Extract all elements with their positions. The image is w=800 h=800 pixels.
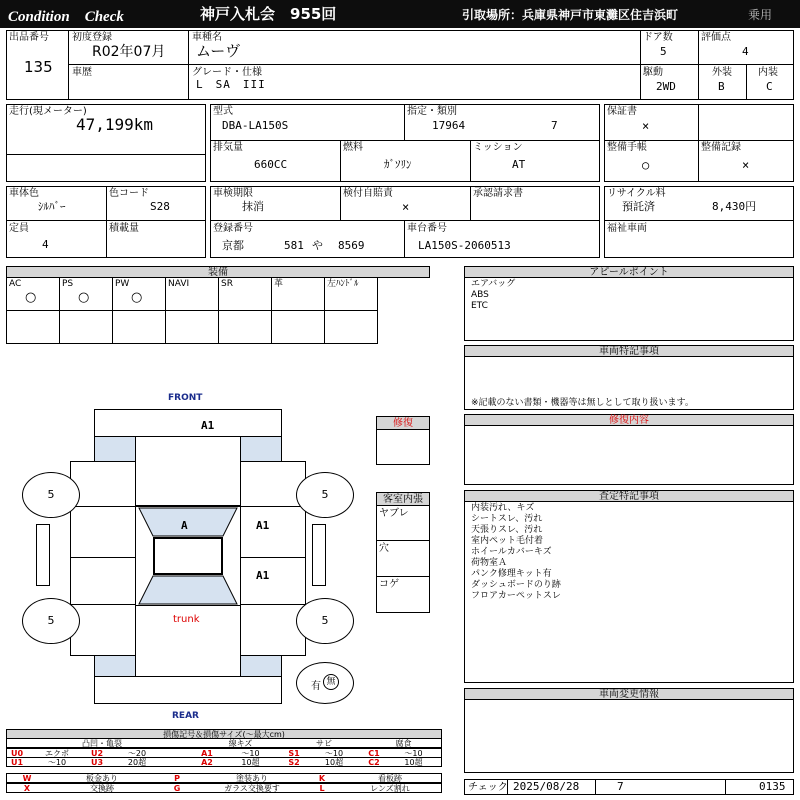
- inspector-box: [464, 501, 794, 683]
- legend-text: 交換跡: [90, 784, 114, 793]
- doors-label: ドア数: [643, 32, 673, 43]
- rear-windshield: [139, 576, 237, 604]
- legend-text: ～10: [404, 749, 423, 758]
- inspector-item: ホイールカバーキズ: [471, 547, 552, 557]
- model-label: 型式: [213, 106, 233, 117]
- transmission: AT: [512, 158, 526, 171]
- legend-code: C1: [368, 749, 380, 758]
- history-label: 車歴: [72, 67, 92, 78]
- rear-bumper: [94, 676, 282, 704]
- legend-text: 10超: [324, 758, 344, 767]
- legend-title: 損傷記号＆損傷サイズ(～最大cm): [6, 729, 442, 739]
- condition-check-title: Condition Check: [8, 9, 124, 25]
- spare-none-icon: 無: [323, 674, 339, 690]
- legend-row: [6, 738, 442, 748]
- legend-code: K: [318, 774, 326, 783]
- chassis: LA150S-2060513: [418, 239, 511, 252]
- legend-text: 塗装あり: [236, 774, 268, 783]
- equipment-cell: [218, 277, 272, 311]
- inspector-item: パンク修理キット有: [471, 569, 552, 579]
- capacity-label: 定員: [9, 223, 29, 234]
- right-side-step: [312, 524, 326, 586]
- appeal-title: アピールポイント: [464, 266, 794, 278]
- hood: [135, 436, 241, 506]
- legend-code: S2: [288, 758, 300, 767]
- header-bar: [0, 0, 800, 28]
- legend-text: ガラス交換要す: [224, 784, 280, 793]
- model: DBA-LA150S: [222, 119, 289, 132]
- inspector-item: ダッシュボードのり跡: [471, 580, 561, 590]
- maint-record: ×: [742, 158, 750, 172]
- warranty-label: 保証書: [607, 106, 637, 117]
- color-label: 車体色: [9, 188, 39, 199]
- pickup-place: 引取場所：兵庫県神戸市東灘区住吉浜町: [462, 8, 679, 22]
- first-reg-label: 初度登録: [72, 32, 112, 43]
- recycle-label: リサイクル料: [607, 188, 666, 199]
- spare-label: 有: [311, 681, 321, 692]
- designation-number: 17964: [432, 119, 466, 132]
- inspection: 抹消: [242, 200, 264, 213]
- equipment-empty-cell: [324, 310, 378, 344]
- car-name: ムーヴ: [196, 42, 241, 60]
- grade-label: グレード・仕様: [192, 67, 262, 78]
- inspector-item: 室内ペット毛付着: [471, 536, 544, 546]
- exterior: B: [718, 80, 725, 93]
- repair-content-box: [464, 425, 794, 485]
- front-left-fender: [70, 461, 136, 507]
- legend-group-scratch: 線キズ: [228, 739, 253, 748]
- score-label: 評価点: [701, 32, 731, 43]
- warranty: ×: [642, 119, 650, 133]
- front-label: FRONT: [168, 393, 203, 403]
- recycle-fee: 8,430円: [712, 200, 757, 213]
- vehicle-type: 乗用: [748, 8, 773, 22]
- color-code-label: 色コード: [109, 188, 149, 199]
- inspector-item: シートスレ、汚れ: [471, 514, 543, 524]
- spare-tire-area: [296, 662, 354, 704]
- welfare-label: 福祉車両: [607, 223, 647, 234]
- grade: L SA III: [196, 78, 266, 91]
- cabin-tear-label: ヤブレ: [379, 508, 409, 519]
- legend-text: ～20: [127, 749, 147, 758]
- rear-right-lamp: [240, 655, 282, 677]
- rear-left-fender: [70, 604, 136, 656]
- displacement-label: 排気量: [213, 142, 243, 153]
- legend-code: G: [173, 784, 181, 793]
- front-left-door: [70, 506, 136, 558]
- roof: [153, 537, 223, 575]
- legend-text: 看板跡: [378, 774, 402, 783]
- category-number: 7: [551, 119, 558, 132]
- legend-code: C2: [368, 758, 380, 767]
- plate-number: 8569: [338, 239, 365, 252]
- front-windshield: [139, 508, 237, 536]
- exterior-label: 外装: [712, 67, 732, 78]
- car-name-label: 車種名: [192, 32, 222, 43]
- appeal-item: ABS: [471, 290, 489, 300]
- appeal-list: [471, 279, 515, 312]
- appeal-item: エアバッグ: [471, 279, 516, 289]
- change-box: [464, 699, 794, 773]
- interior-label: 内装: [758, 67, 778, 78]
- equipment-label: PW: [115, 279, 130, 289]
- maint-record-label: 整備記録: [701, 142, 741, 153]
- inspection-label: 車検期限: [213, 188, 253, 199]
- damage-windshield: A: [181, 519, 188, 532]
- legend-code: W: [22, 774, 32, 783]
- inspector-item: 天張りスレ、汚れ: [471, 525, 543, 535]
- repair-title: 修復: [376, 416, 430, 430]
- damage-front-bumper: A1: [201, 419, 215, 432]
- transmission-label: ミッション: [473, 142, 523, 153]
- front-right-door: [240, 506, 306, 558]
- equipment-label: AC: [9, 279, 22, 289]
- inspector-item: 荷物室Ａ: [471, 558, 508, 568]
- registration-box: [210, 186, 600, 258]
- rear-right-door: [240, 557, 306, 605]
- legend-code: A1: [201, 749, 213, 758]
- equipment-empty-cell: [165, 310, 219, 344]
- repair-box: [376, 429, 430, 465]
- equipment-empty-cell: [112, 310, 166, 344]
- insurance-label: 検付自賠責: [343, 188, 393, 199]
- cabin-burn-label: コゲ: [379, 579, 399, 590]
- footer-check-box: [464, 779, 794, 795]
- load-label: 積載量: [109, 223, 139, 234]
- rear-left-lamp: [94, 655, 136, 677]
- legend-code: U2: [90, 749, 104, 758]
- legend-text: ～10: [241, 749, 260, 758]
- legend-group-dent: 凸凹・亀裂: [82, 739, 122, 748]
- legend-row: [6, 757, 442, 767]
- equipment-cell: [271, 277, 325, 311]
- wheel-front-right: 5: [296, 472, 354, 518]
- equipment-empty-cell: [6, 310, 60, 344]
- first-reg: R02年07月: [92, 44, 166, 60]
- legend-code: S1: [288, 749, 300, 758]
- color: ｼﾙﾊﾞｰ: [38, 200, 66, 213]
- left-side-step: [36, 524, 50, 586]
- legend-text: 10超: [404, 758, 423, 767]
- designation-label: 指定・類別: [407, 106, 457, 117]
- legend-row: [6, 773, 442, 783]
- mileage: 47,199km: [76, 115, 154, 134]
- trunk-label: trunk: [173, 614, 200, 625]
- interior: C: [766, 80, 773, 93]
- change-title: 車両変更情報: [464, 688, 794, 700]
- score: 4: [742, 45, 749, 58]
- drive: 2WD: [656, 80, 676, 93]
- equipment-value: ○: [78, 290, 90, 305]
- rear-left-door: [70, 557, 136, 605]
- legend-code: L: [319, 784, 325, 793]
- mileage-label: 走行(現メーター): [9, 106, 87, 117]
- equipment-value: ○: [131, 290, 143, 305]
- equipment-empty-cell: [218, 310, 272, 344]
- recycle-status: 預託済: [622, 200, 655, 213]
- fuel: ｶﾞｿﾘﾝ: [384, 158, 412, 171]
- rear-right-fender: [240, 604, 306, 656]
- special-box: [464, 356, 794, 410]
- legend-code: P: [174, 774, 180, 783]
- legend-row: [6, 783, 442, 793]
- special-note: ※記載のない書類・機器等は無しとして取り扱います。: [471, 398, 694, 408]
- drive-label: 駆動: [643, 67, 663, 78]
- inspector-title: 査定特記事項: [464, 490, 794, 502]
- equipment-cell: [59, 277, 113, 311]
- lot-number: 135: [24, 58, 53, 76]
- wheel-front-left: 5: [22, 472, 80, 518]
- equipment-cell: [6, 277, 60, 311]
- equipment-label: PS: [62, 279, 74, 289]
- plate-label: 登録番号: [213, 223, 253, 234]
- capacity: 4: [42, 238, 49, 251]
- wheel-rear-left: 5: [22, 598, 80, 644]
- legend-text: 20超: [127, 758, 147, 767]
- legend-code: U3: [90, 758, 104, 767]
- legend-group-corrosion: 腐食: [395, 739, 412, 748]
- plate-class: 581: [284, 239, 304, 252]
- plate-kana: や: [312, 239, 323, 252]
- damage-front-right-door: A1: [256, 519, 270, 532]
- maint-book: ○: [642, 158, 650, 172]
- front-left-headlight: [94, 436, 136, 462]
- appeal-item: ETC: [471, 301, 488, 311]
- legend-text: レンズ割れ: [370, 784, 410, 793]
- legend-text: エクボ: [45, 749, 69, 758]
- cabin-box: [376, 505, 430, 613]
- check-date: 2025/08/28: [513, 780, 580, 793]
- equipment-empty-cell: [271, 310, 325, 344]
- chassis-label: 車台番号: [407, 223, 447, 234]
- legend-text: 10超: [241, 758, 260, 767]
- front-right-headlight: [240, 436, 282, 462]
- doors: 5: [660, 45, 667, 58]
- repair-content-title: 修復内容: [464, 414, 794, 426]
- cabin-title: 客室内張: [376, 492, 430, 506]
- equipment-title: 装備: [6, 266, 430, 278]
- appeal-box: [464, 277, 794, 341]
- inspector-item: フロアカーペットスレ: [471, 591, 561, 601]
- legend-text: 板金あり: [86, 774, 118, 783]
- rear-label: REAR: [172, 711, 199, 721]
- equipment-empty-cell: [59, 310, 113, 344]
- legend-group-rust: サビ: [316, 739, 332, 748]
- special-title: 車両特記事項: [464, 345, 794, 357]
- front-bumper: [94, 409, 282, 437]
- legend-code: U1: [10, 758, 24, 767]
- equipment-label: 左ﾊﾝﾄﾞﾙ: [327, 279, 359, 289]
- lot-number-label: 出品番号: [9, 32, 49, 43]
- approval-label: 承認請求書: [473, 188, 523, 199]
- cabin-hole-label: 穴: [379, 543, 389, 554]
- lot-code: 0135: [759, 780, 786, 793]
- legend-text: ～10: [324, 749, 344, 758]
- equipment-label: 革: [274, 279, 284, 289]
- legend-code: A2: [201, 758, 213, 767]
- legend-text: ～10: [47, 758, 67, 767]
- legend-code: X: [23, 784, 31, 793]
- plate-region: 京都: [222, 239, 244, 252]
- equipment-label: NAVI: [168, 279, 190, 289]
- equipment-cell: [112, 277, 166, 311]
- fuel-label: 燃料: [343, 142, 363, 153]
- check-label: チェック: [468, 782, 508, 793]
- check-number: 7: [617, 780, 624, 793]
- legend-code: U0: [10, 749, 24, 758]
- auction-title: 神戸入札会 955回: [200, 5, 337, 23]
- damage-rear-right-door: A1: [256, 569, 270, 582]
- displacement: 660CC: [254, 158, 288, 171]
- inspector-item: 内装汚れ、キズ: [471, 503, 535, 513]
- maint-book-label: 整備手帳: [607, 142, 647, 153]
- equipment-label: SR: [221, 279, 233, 289]
- insurance: ×: [402, 200, 410, 214]
- inspector-list: [471, 503, 561, 602]
- equipment-value: ○: [25, 290, 37, 305]
- color-code: S28: [150, 200, 170, 213]
- wheel-rear-right: 5: [296, 598, 354, 644]
- equipment-cell: [165, 277, 219, 311]
- equipment-cell: [324, 277, 378, 311]
